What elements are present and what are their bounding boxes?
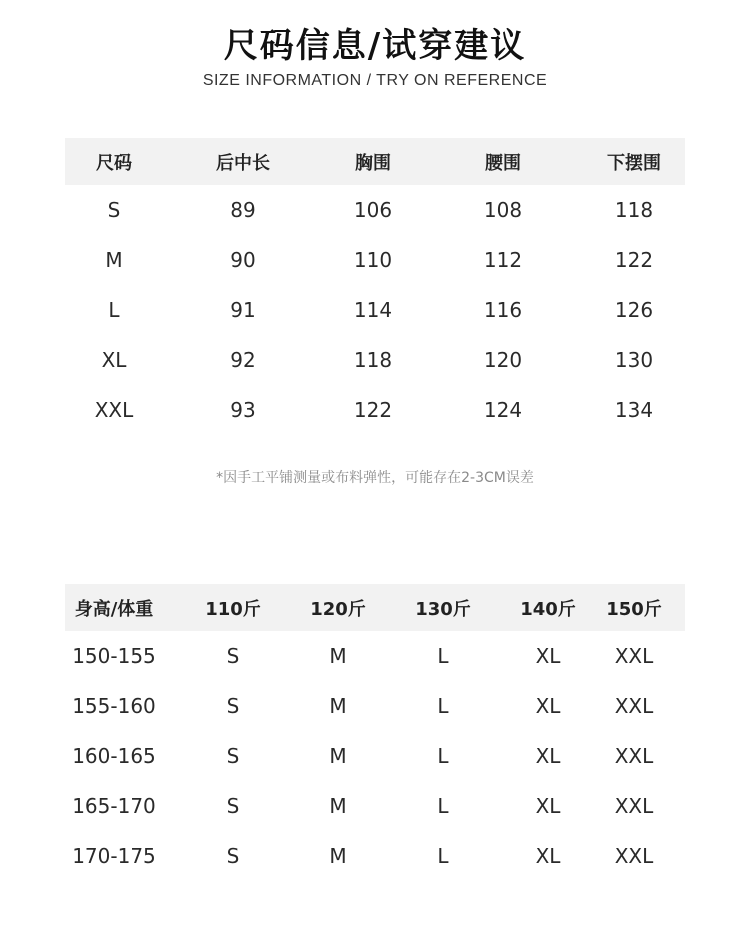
table-cell: 106: [353, 198, 393, 222]
table-cell: XXL: [614, 844, 654, 868]
table-cell: 116: [483, 298, 523, 322]
table-row: [65, 831, 685, 881]
table-cell: M: [329, 744, 347, 768]
table-cell: 90: [230, 248, 256, 272]
header-cell-size: 尺码: [96, 152, 132, 174]
table-row: [65, 185, 685, 235]
table-cell: S: [226, 794, 240, 818]
table-cell: 165-170: [72, 794, 156, 818]
size-table-header: [65, 138, 685, 185]
fit-table: [65, 584, 685, 881]
table-cell: 93: [230, 398, 256, 422]
table-cell: S: [107, 198, 121, 222]
table-row: [65, 781, 685, 831]
size-table: [65, 138, 685, 435]
header-cell-chest: 胸围: [355, 152, 391, 174]
table-cell: S: [226, 644, 240, 668]
table-cell: 134: [614, 398, 654, 422]
table-cell: 118: [614, 198, 654, 222]
table-cell: 126: [614, 298, 654, 322]
table-cell: XXL: [614, 694, 654, 718]
table-cell: S: [226, 694, 240, 718]
table-cell: L: [437, 744, 449, 768]
table-cell: XXL: [614, 644, 654, 668]
table-cell: 118: [353, 348, 393, 372]
table-row: [65, 285, 685, 335]
table-row: [65, 631, 685, 681]
header-cell-hem: 下摆围: [607, 152, 661, 174]
header-cell-height-weight: 身高/体重: [74, 598, 154, 620]
table-cell: M: [105, 248, 123, 272]
table-cell: 122: [353, 398, 393, 422]
table-cell: M: [329, 694, 347, 718]
table-cell: L: [437, 694, 449, 718]
table-cell: 124: [483, 398, 523, 422]
table-cell: S: [226, 844, 240, 868]
table-cell: 114: [353, 298, 393, 322]
table-cell: 112: [483, 248, 523, 272]
table-row: [65, 681, 685, 731]
table-cell: 170-175: [72, 844, 156, 868]
table-cell: L: [437, 794, 449, 818]
table-row: [65, 235, 685, 285]
table-cell: XXL: [94, 398, 134, 422]
header-cell-weight: 120斤: [310, 598, 366, 620]
header-cell-weight: 130斤: [415, 598, 471, 620]
table-cell: XL: [535, 644, 561, 668]
table-cell: 130: [614, 348, 654, 372]
header-cell-weight: 140斤: [520, 598, 576, 620]
table-cell: 108: [483, 198, 523, 222]
table-cell: XL: [535, 744, 561, 768]
table-cell: XL: [535, 694, 561, 718]
table-cell: 120: [483, 348, 523, 372]
table-cell: S: [226, 744, 240, 768]
table-cell: 110: [353, 248, 393, 272]
table-cell: 160-165: [72, 744, 156, 768]
table-cell: 150-155: [72, 644, 156, 668]
measurement-note: *因手工平铺测量或布料弹性，可能存在2-3CM误差: [216, 470, 534, 486]
page-title: 尺码信息/试穿建议: [223, 26, 527, 66]
table-cell: 155-160: [72, 694, 156, 718]
table-cell: M: [329, 794, 347, 818]
header-cell-weight: 110斤: [205, 598, 261, 620]
table-cell: M: [329, 844, 347, 868]
table-cell: 89: [230, 198, 256, 222]
table-cell: XXL: [614, 744, 654, 768]
header-cell-back-length: 后中长: [216, 152, 270, 174]
table-cell: L: [108, 298, 120, 322]
table-cell: L: [437, 844, 449, 868]
page-subtitle: SIZE INFORMATION / TRY ON REFERENCE: [202, 72, 548, 89]
table-cell: M: [329, 644, 347, 668]
header-cell-waist: 腰围: [485, 152, 521, 174]
table-cell: 122: [614, 248, 654, 272]
table-row: [65, 731, 685, 781]
table-cell: XL: [101, 348, 127, 372]
fit-table-header: [65, 584, 685, 631]
header-cell-weight: 150斤: [606, 598, 662, 620]
table-cell: 92: [230, 348, 256, 372]
table-cell: XL: [535, 844, 561, 868]
table-cell: XXL: [614, 794, 654, 818]
table-cell: L: [437, 644, 449, 668]
table-cell: 91: [230, 298, 256, 322]
table-row: [65, 335, 685, 385]
table-cell: XL: [535, 794, 561, 818]
table-row: [65, 385, 685, 435]
